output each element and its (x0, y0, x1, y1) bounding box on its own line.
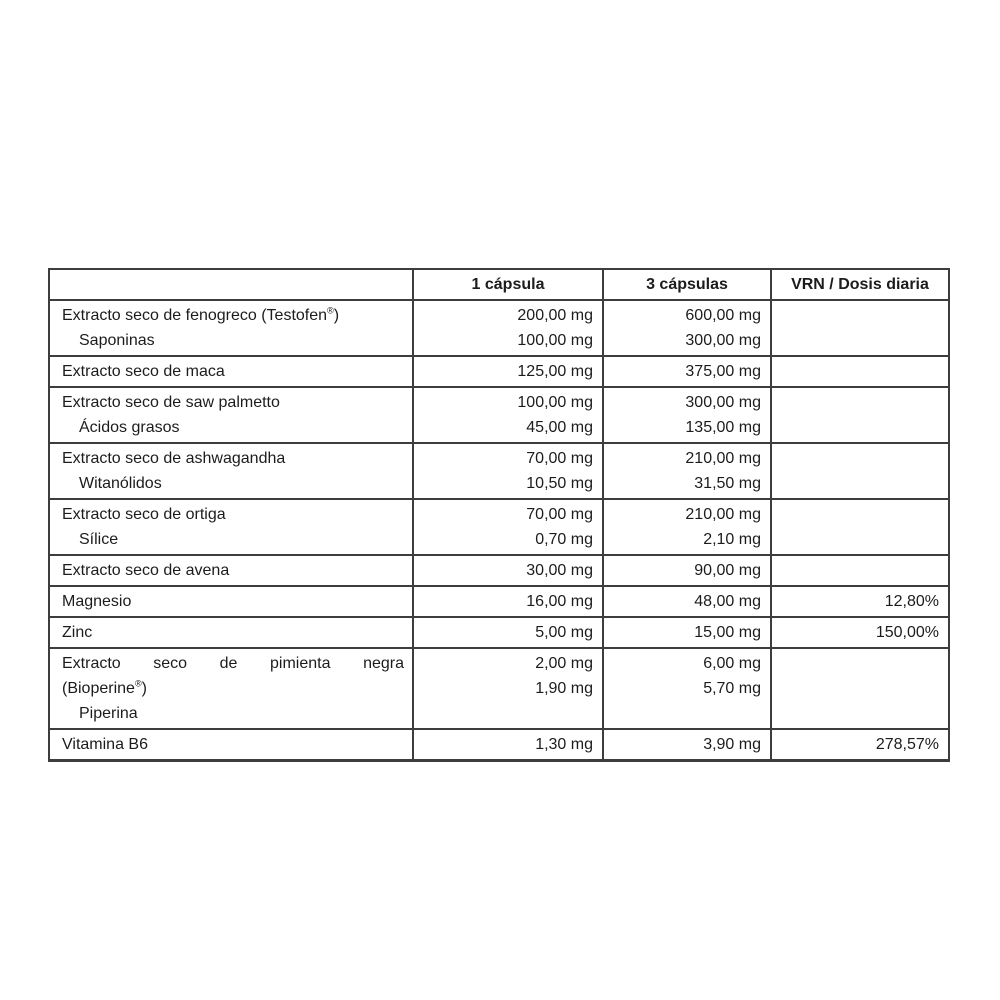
amount-3-capsulas: 210,00 mg (685, 506, 761, 523)
amount-3-capsulas: 6,00 mg (703, 655, 761, 672)
table-row (49, 356, 949, 387)
ingredient-line: Extracto seco de pimienta negra (62, 655, 404, 672)
registered-trademark-symbol: ® (327, 305, 334, 316)
amount-3-capsulas: 210,00 mg (685, 450, 761, 467)
table-row (49, 586, 949, 617)
amount-3-capsulas: 600,00 mg (685, 307, 761, 324)
table-row (49, 555, 949, 586)
amount-1-capsula: 0,70 mg (535, 531, 593, 548)
table-row (49, 648, 949, 729)
table-row (49, 617, 949, 648)
amount-1-capsula: 10,50 mg (526, 475, 593, 492)
amount-3-capsulas: 90,00 mg (694, 562, 761, 579)
ingredient-cell (49, 555, 413, 586)
header-row (49, 269, 949, 300)
ingredient-line: Extracto seco de fenogreco (Testofen®) (62, 305, 340, 324)
vrn-cell (771, 648, 949, 729)
vrn-cell (771, 387, 949, 443)
supplement-facts-table (48, 268, 950, 762)
amount-1-capsula: 30,00 mg (526, 562, 593, 579)
table-row (49, 499, 949, 555)
ingredient-line: Magnesio (62, 593, 132, 610)
column-header-vrn: VRN / Dosis diaria (771, 269, 949, 300)
amount-1-capsula: 100,00 mg (517, 332, 593, 349)
ingredient-line: Witanólidos (79, 475, 162, 492)
column-header-ingredient (49, 269, 413, 300)
per-3-capsulas-cell (603, 387, 771, 443)
vrn-cell (771, 555, 949, 586)
amount-3-capsulas: 2,10 mg (703, 531, 761, 548)
vrn-cell (771, 617, 949, 648)
ingredient-line: Extracto seco de avena (62, 562, 230, 579)
amount-3-capsulas: 15,00 mg (694, 624, 761, 641)
vrn-cell (771, 300, 949, 356)
per-1-capsula-cell (413, 300, 603, 356)
vrn-cell (771, 356, 949, 387)
per-1-capsula-cell (413, 387, 603, 443)
per-3-capsulas-cell (603, 356, 771, 387)
per-3-capsulas-cell (603, 555, 771, 586)
per-3-capsulas-cell (603, 617, 771, 648)
vrn-cell (771, 499, 949, 555)
per-1-capsula-cell (413, 648, 603, 729)
amount-3-capsulas: 135,00 mg (685, 419, 761, 436)
amount-1-capsula: 100,00 mg (517, 394, 593, 411)
amount-1-capsula: 1,30 mg (535, 736, 593, 753)
amount-1-capsula: 200,00 mg (517, 307, 593, 324)
amount-1-capsula: 70,00 mg (526, 450, 593, 467)
vrn-value: 12,80% (884, 593, 939, 610)
ingredient-cell (49, 617, 413, 648)
table-row (49, 387, 949, 443)
ingredient-line: Zinc (62, 624, 93, 641)
per-3-capsulas-cell (603, 443, 771, 499)
amount-3-capsulas: 3,90 mg (703, 736, 761, 753)
per-1-capsula-cell (413, 586, 603, 617)
ingredient-line: Extracto seco de saw palmetto (62, 394, 280, 411)
per-1-capsula-cell (413, 499, 603, 555)
registered-trademark-symbol: ® (134, 678, 142, 689)
table-row (49, 729, 949, 761)
amount-3-capsulas: 375,00 mg (685, 363, 761, 380)
vrn-value: 150,00% (875, 624, 939, 641)
ingredient-line: Sílice (79, 531, 119, 548)
per-1-capsula-cell (413, 555, 603, 586)
amount-1-capsula: 125,00 mg (517, 363, 593, 380)
amount-3-capsulas: 300,00 mg (685, 332, 761, 349)
per-1-capsula-cell (413, 729, 603, 761)
vrn-cell (771, 586, 949, 617)
column-header-3-capsulas: 3 cápsulas (603, 269, 771, 300)
vrn-cell (771, 729, 949, 761)
ingredient-line: Extracto seco de maca (62, 363, 225, 380)
ingredient-cell (49, 387, 413, 443)
per-3-capsulas-cell (603, 499, 771, 555)
ingredient-line: Saponinas (79, 332, 155, 349)
per-3-capsulas-cell (603, 586, 771, 617)
ingredient-line: (Bioperine®) (62, 678, 147, 697)
amount-1-capsula: 45,00 mg (526, 419, 593, 436)
ingredient-cell (49, 648, 413, 729)
ingredient-line: Vitamina B6 (62, 736, 148, 753)
per-3-capsulas-cell (603, 648, 771, 729)
ingredient-line: Extracto seco de ashwagandha (62, 450, 286, 467)
amount-3-capsulas: 48,00 mg (694, 593, 761, 610)
amount-1-capsula: 5,00 mg (535, 624, 593, 641)
per-3-capsulas-cell (603, 729, 771, 761)
per-1-capsula-cell (413, 443, 603, 499)
amount-3-capsulas: 31,50 mg (694, 475, 761, 492)
vrn-cell (771, 443, 949, 499)
ingredient-line: Piperina (79, 705, 138, 722)
table-row (49, 443, 949, 499)
ingredient-cell (49, 586, 413, 617)
amount-1-capsula: 2,00 mg (535, 655, 593, 672)
ingredient-line: Extracto seco de ortiga (62, 506, 226, 523)
amount-1-capsula: 70,00 mg (526, 506, 593, 523)
ingredient-cell (49, 729, 413, 761)
amount-3-capsulas: 300,00 mg (685, 394, 761, 411)
amount-1-capsula: 1,90 mg (535, 680, 593, 697)
amount-1-capsula: 16,00 mg (526, 593, 593, 610)
per-1-capsula-cell (413, 617, 603, 648)
ingredient-cell (49, 443, 413, 499)
per-1-capsula-cell (413, 356, 603, 387)
per-3-capsulas-cell (603, 300, 771, 356)
ingredient-line: Ácidos grasos (79, 419, 180, 436)
vrn-value: 278,57% (875, 736, 939, 753)
ingredient-cell (49, 300, 413, 356)
ingredient-cell (49, 499, 413, 555)
table-row (49, 300, 949, 356)
amount-3-capsulas: 5,70 mg (703, 680, 761, 697)
column-header-1-capsula: 1 cápsula (413, 269, 603, 300)
ingredient-cell (49, 356, 413, 387)
